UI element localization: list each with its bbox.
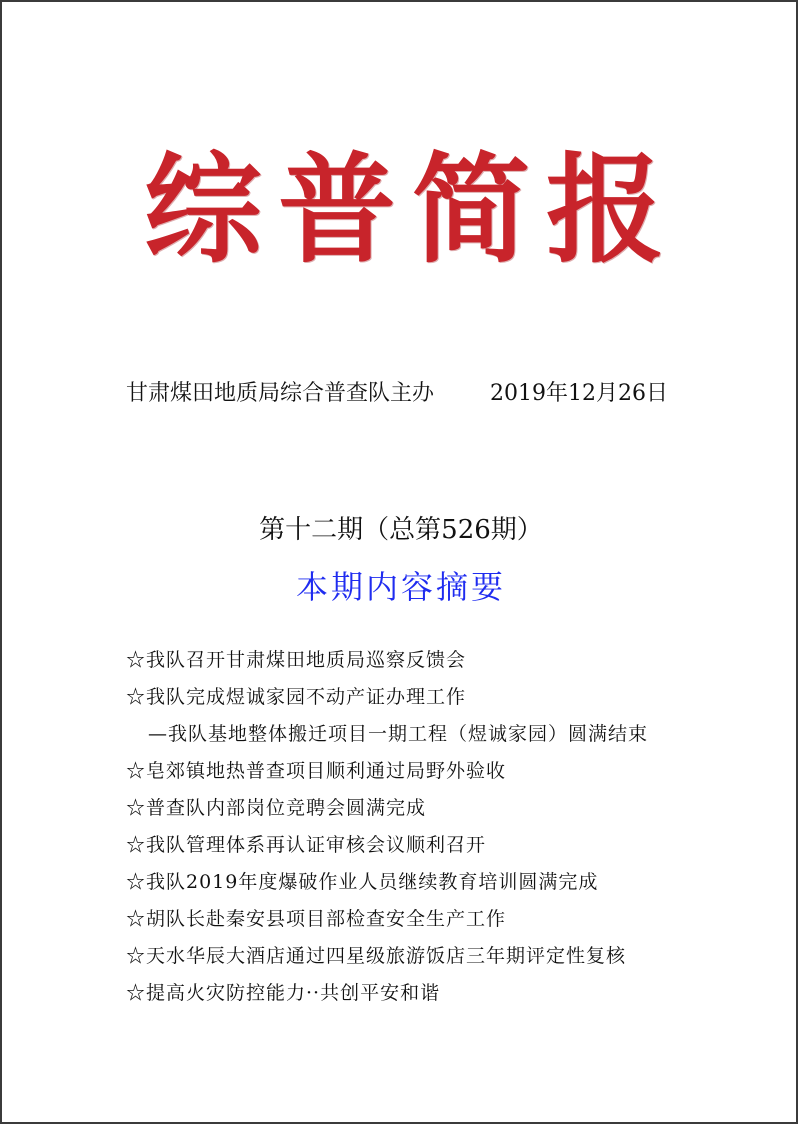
issue-number: 第十二期（总第526期）: [259, 515, 543, 545]
summary-item: ☆我队完成煜诚家园不动产证办理工作: [126, 686, 467, 708]
summary-list: [126, 642, 766, 1012]
summary-title: 本期内容摘要: [295, 568, 506, 606]
publication-info-line: [2, 374, 798, 414]
summary-subitem: —我队基地整体搬迁项目一期工程（煜诚家园）圆满结束: [148, 723, 649, 745]
summary-item: ☆提高火灾防控能力··共创平安和谐: [126, 982, 441, 1004]
summary-item: ☆天水华辰大酒店通过四星级旅游饭店三年期评定性复核: [126, 945, 627, 967]
masthead-char-2: 普: [278, 140, 397, 279]
publisher: 甘肃煤田地质局综合普查队主办: [126, 381, 435, 406]
masthead-title: [2, 140, 798, 280]
summary-item: ☆我队召开甘肃煤田地质局巡察反馈会: [126, 649, 467, 671]
summary-item: ☆皂郊镇地热普查项目顺利通过局野外验收: [126, 760, 507, 782]
summary-item: ☆我队管理体系再认证审核会议顺利召开: [126, 834, 487, 856]
summary-item: ☆胡队长赴秦安县项目部检查安全生产工作: [126, 908, 507, 930]
masthead-char-3: 简: [412, 140, 531, 279]
issue-date: 2019年12月26日: [490, 381, 668, 406]
summary-item: ☆普查队内部岗位竞聘会圆满完成: [126, 797, 427, 819]
masthead-char-1: 综: [144, 140, 263, 279]
masthead-char-4: 报: [546, 140, 665, 279]
summary-item: ☆我队2019年度爆破作业人员继续教育培训圆满完成: [126, 871, 599, 893]
